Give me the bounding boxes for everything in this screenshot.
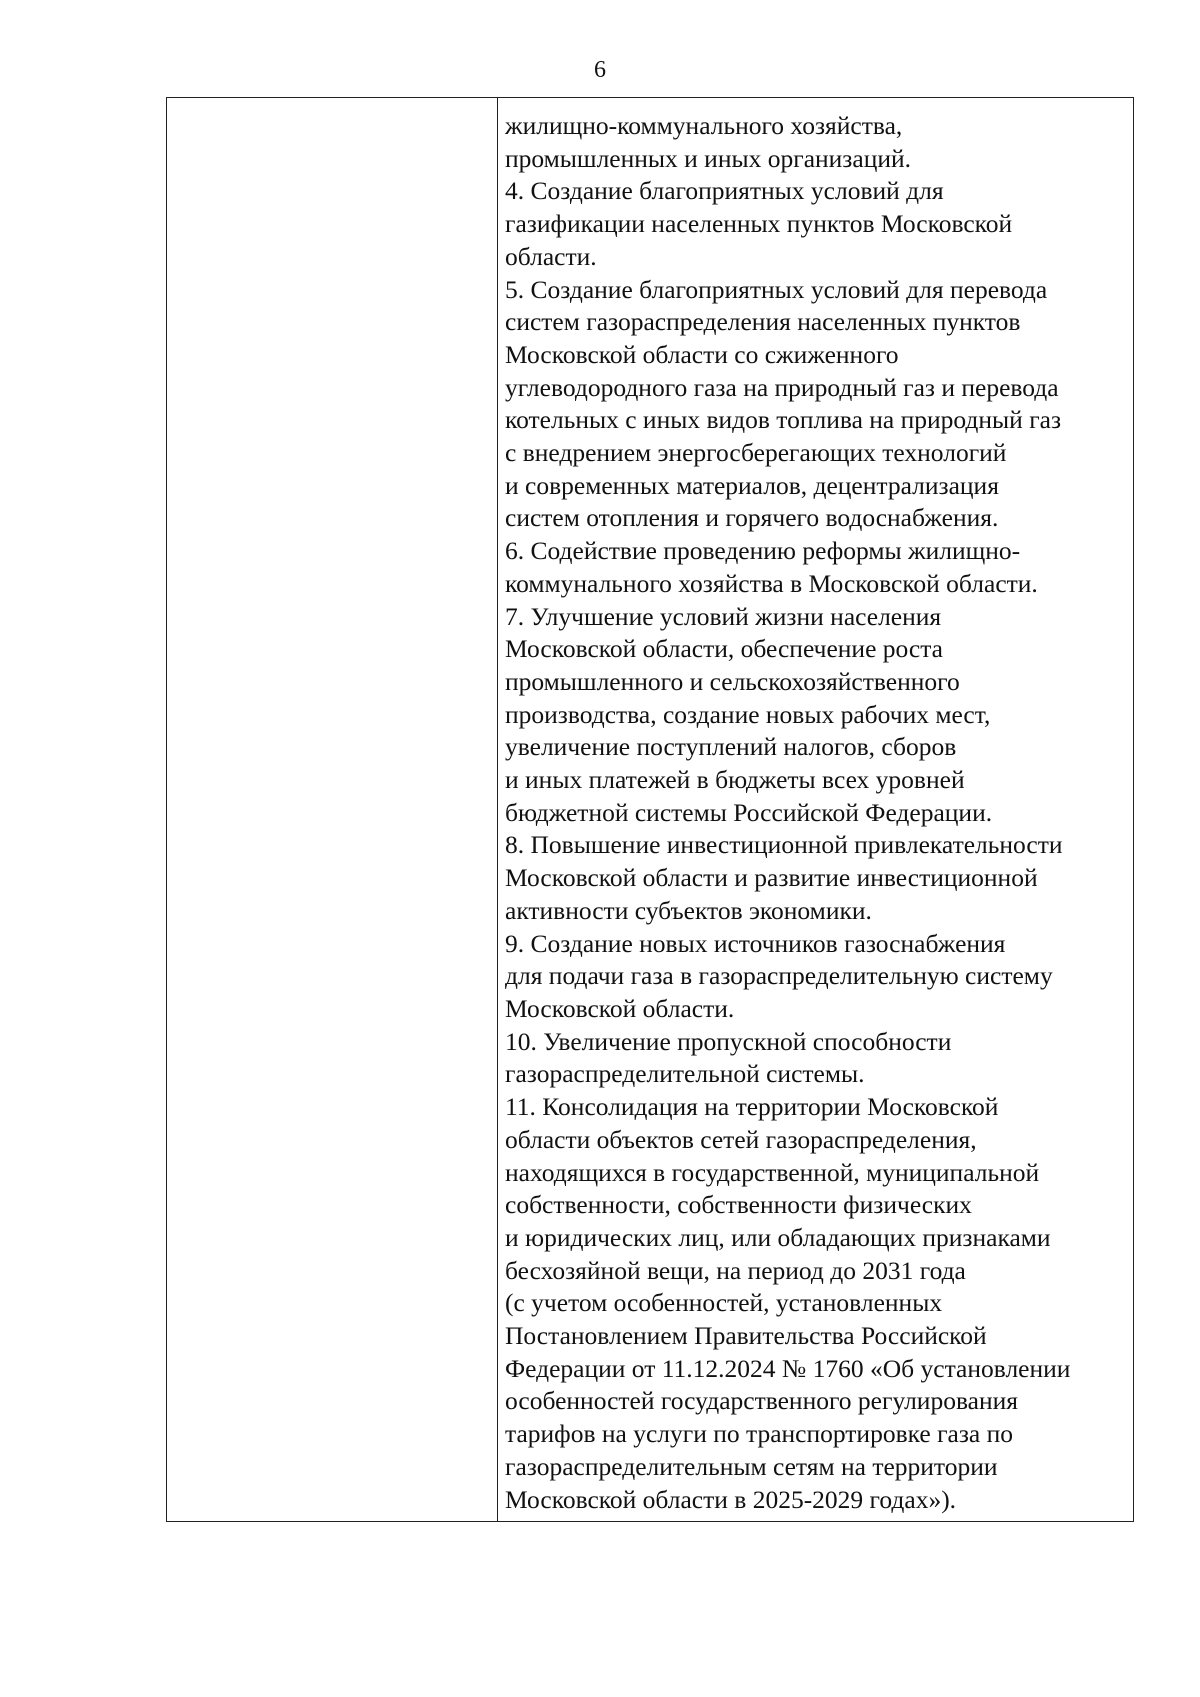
text-line: газораспределительным сетям на территории (505, 1451, 998, 1481)
text-line: бесхозяйной вещи, на период до 2031 года (505, 1255, 966, 1285)
text-line: (с учетом особенностей, установленных (505, 1288, 943, 1318)
text-line: и иных платежей в бюджеты всех уровней (505, 765, 965, 795)
document-table (166, 97, 1134, 1522)
text-line: Московской области в 2025-2029 годах»). (505, 1484, 957, 1514)
text-line: и юридических лиц, или обладающих признаками (505, 1222, 1051, 1252)
text-line: Федерации от 11.12.2024 № 1760 «Об установлении (505, 1353, 1071, 1383)
text-line: котельных с иных видов топлива на природный газ (505, 405, 1062, 435)
text-line: 7. Улучшение условий жизни населения (505, 601, 942, 631)
text-line: производства, создание новых рабочих мест, (505, 699, 991, 729)
text-line: Московской области со сжиженного (505, 339, 899, 369)
text-line: для подачи газа в газораспределительную систему (505, 961, 1053, 991)
text-line: газификации населенных пунктов Московской (505, 209, 1013, 239)
text-line: с внедрением энергосберегающих технологий (505, 438, 1007, 468)
text-line: промышленного и сельскохозяйственного (505, 666, 960, 696)
text-line: находящихся в государственной, муниципальной (505, 1157, 1040, 1187)
text-line: Московской области, обеспечение роста (505, 634, 943, 664)
text-line: 8. Повышение инвестиционной привлекательности (505, 830, 1063, 860)
text-line: бюджетной системы Российской Федерации. (505, 797, 993, 827)
text-line: 11. Консолидация на территории Московской (505, 1092, 999, 1122)
text-line: 4. Создание благоприятных условий для (505, 176, 944, 206)
text-line: систем газораспределения населенных пунктов (505, 307, 1021, 337)
text-line: 6. Содействие проведению реформы жилищно- (505, 536, 1021, 566)
text-line: области объектов сетей газораспределения, (505, 1124, 977, 1154)
text-line: жилищно-коммунального хозяйства, (505, 111, 903, 140)
text-line: области. (505, 241, 597, 271)
text-line: активности субъектов экономики. (505, 895, 872, 925)
table-left-cell (167, 98, 498, 1521)
text-line: 5. Создание благоприятных условий для перевода (505, 274, 1048, 304)
text-line: углеводородного газа на природный газ и перевода (505, 372, 1059, 402)
text-line: 10. Увеличение пропускной способности (505, 1026, 952, 1056)
text-line: тарифов на услуги по транспортировке газа по (505, 1419, 1014, 1449)
page-number: 6 (594, 57, 606, 83)
table-right-cell (498, 98, 1133, 1521)
text-line: и современных материалов, децентрализация (505, 470, 999, 500)
text-line: особенностей государственного регулирования (505, 1386, 1019, 1416)
text-line: Московской области и развитие инвестиционной (505, 863, 1038, 893)
text-line: газораспределительной системы. (505, 1059, 865, 1089)
text-line: Московской области. (505, 993, 735, 1023)
text-line: Постановлением Правительства Российской (505, 1321, 987, 1351)
text-line: коммунального хозяйства в Московской области. (505, 568, 1038, 598)
text-line: промышленных и иных организаций. (505, 143, 912, 173)
text-line: увеличение поступлений налогов, сборов (505, 732, 957, 762)
text-line: 9. Создание новых источников газоснабжения (505, 928, 1006, 958)
text-line: систем отопления и горячего водоснабжения. (505, 503, 999, 533)
text-line: собственности, собственности физических (505, 1190, 972, 1220)
